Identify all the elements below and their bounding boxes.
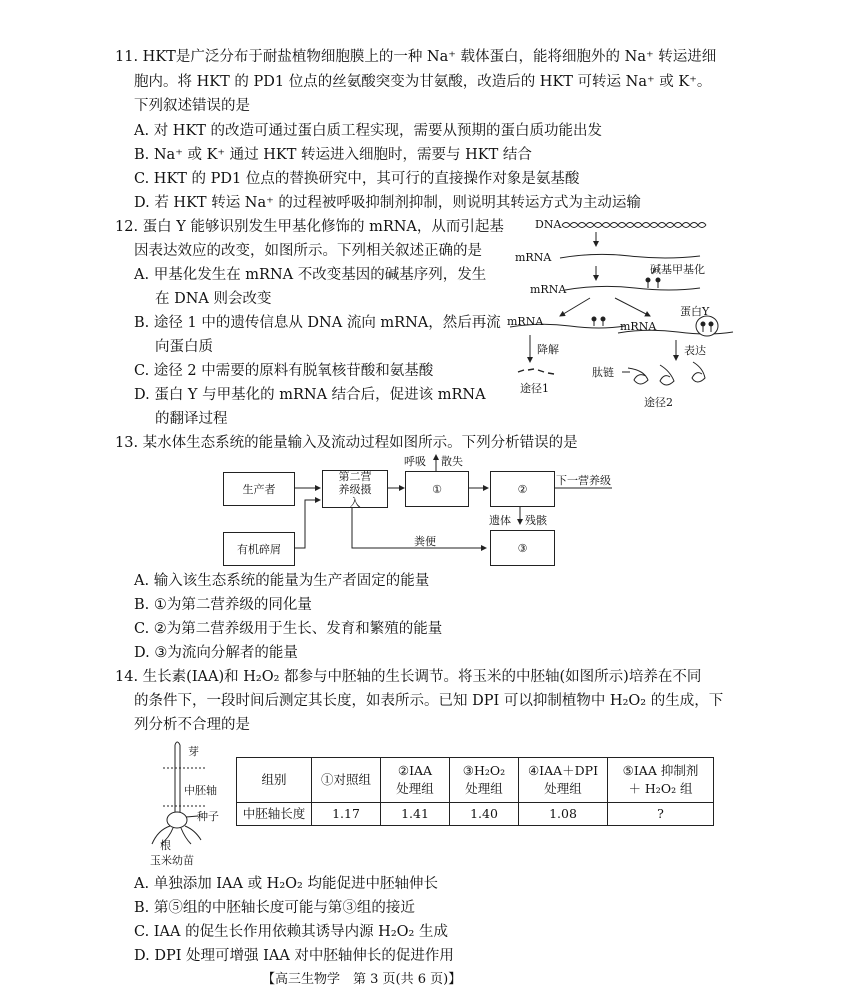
q11-option-a: A. 对 HKT 的改造可通过蛋白质工程实现，需要从预期的蛋白质功能出发 — [134, 123, 603, 139]
header-h2o2-text: ③H₂O₂ 处理组 — [462, 763, 506, 796]
q13-stem: 13. 某水体生态系统的能量输入及流动过程如图所示。下列分析错误的是 — [115, 435, 578, 451]
header-cell-inhibitor — [608, 758, 714, 803]
value-cell-4: 1.08 — [519, 803, 608, 826]
q11-stem-line-2: 胞内。将 HKT 的 PD1 位点的丝氨酸突变为甘氨酸，改造后的 HKT 可转运 Na⁺ 或 K⁺。 — [134, 74, 712, 90]
label-mrna-2: mRNA — [530, 283, 567, 296]
q14-stem-line-1: 14. 生长素(IAA)和 H₂O₂ 都参与中胚轴的生长调节。将玉米的中胚轴(如图所示)培养在不同 — [115, 669, 702, 685]
q11-option-b: B. Na⁺ 或 K⁺ 通过 HKT 转运进入细胞时，需要与 HKT 结合 — [134, 147, 532, 163]
box-1-label: ① — [432, 482, 442, 496]
label-feces: 粪便 — [414, 535, 436, 548]
label-respiration: 呼吸 — [404, 455, 426, 468]
q11-stem-line-3: 下列叙述错误的是 — [134, 98, 250, 114]
q14-option-d: D. DPI 处理可增强 IAA 对中胚轴伸长的促进作用 — [134, 948, 454, 964]
q13-option-c: C. ②为第二营养级用于生长、发育和繁殖的能量 — [134, 621, 443, 637]
q14-stem-line-2: 的条件下，一段时间后测定其长度，如表所示。已知 DPI 可以抑制植物中 H₂O₂ 的生成，下 — [134, 693, 724, 709]
q12-option-b-cont: 向蛋白质 — [155, 339, 213, 355]
header-cell-h2o2 — [450, 758, 519, 803]
q12-option-d-cont: 的翻译过程 — [155, 411, 228, 427]
label-peptide: 肽链 — [592, 366, 614, 379]
q11-option-d: D. 若 HKT 转运 Na⁺ 的过程被呼吸抑制剂抑制，则说明其转运方式为主动运输 — [134, 195, 641, 211]
box-debris-label: 有机碎屑 — [237, 542, 281, 556]
label-mrna-1: mRNA — [515, 251, 552, 264]
q14-option-b: B. 第⑤组的中胚轴长度可能与第③组的接近 — [134, 900, 415, 916]
q11-stem-line-1: 11. HKT是广泛分布于耐盐植物细胞膜上的一种 Na⁺ 载体蛋白，能将细胞外的 Na⁺ 转运进细 — [115, 49, 717, 65]
label-mrna-left: mRNA — [507, 315, 544, 328]
label-residue: 残骸 — [525, 514, 547, 527]
label-dna: DNA — [535, 218, 562, 231]
label-methylation: 碱基甲基化 — [650, 263, 705, 276]
q14-option-a: A. 单独添加 IAA 或 H₂O₂ 均能促进中胚轴伸长 — [134, 876, 438, 892]
label-next-level: 下一营养级 — [556, 474, 611, 487]
q12-option-c: C. 途径 2 中需要的原料有脱氧核苷酸和氨基酸 — [134, 363, 434, 379]
header-inhibitor-text: ⑤IAA 抑制剂＋ H₂O₂ 组 — [622, 763, 699, 796]
header-iaa-dpi-text: ④IAA＋DPI 处理组 — [527, 763, 599, 796]
table-row — [237, 803, 714, 826]
q14-stem-line-3: 列分析不合理的是 — [134, 717, 250, 733]
q11-option-c: C. HKT 的 PD1 位点的替换研究中，其可行的直接操作对象是氨基酸 — [134, 171, 580, 187]
label-mesocotyl: 中胚轴 — [184, 784, 217, 797]
value-cell-2: 1.41 — [381, 803, 450, 826]
q12-option-b: B. 途径 1 中的遗传信息从 DNA 流向 mRNA，然后再流 — [134, 315, 501, 331]
q13-option-a: A. 输入该生态系统的能量为生产者固定的能量 — [134, 573, 430, 589]
label-protein-y: 蛋白Y — [680, 305, 710, 318]
box-2-label: ② — [517, 482, 528, 496]
q12-option-d: D. 蛋白 Y 与甲基化的 mRNA 结合后，促进该 mRNA — [134, 387, 486, 403]
value-cell-5: ? — [608, 803, 714, 826]
label-mrna-right: mRNA — [620, 320, 657, 333]
label-degrade: 降解 — [537, 343, 559, 356]
header-cell-iaa — [381, 758, 450, 803]
q12-stem-line-1: 12. 蛋白 Y 能够识别发生甲基化修饰的 mRNA，从而引起基 — [115, 219, 504, 235]
label-path1: 途径1 — [520, 382, 549, 395]
label-dissipation: 散失 — [441, 455, 463, 468]
header-cell-group: 组别 — [237, 758, 312, 803]
page-footer: 【高三生物学 第 3 页(共 6 页)】 — [262, 972, 462, 987]
box-intake-label: 第二营养级摄入 — [338, 469, 372, 509]
q13-option-d: D. ③为流向分解者的能量 — [134, 645, 298, 661]
q12-option-a-cont: 在 DNA 则会改变 — [155, 291, 272, 307]
table-header-row — [237, 758, 714, 803]
box-3-label: ③ — [517, 541, 528, 555]
q14-option-c: C. IAA 的促生长作用依赖其诱导内源 H₂O₂ 生成 — [134, 924, 448, 940]
q12-option-a: A. 甲基化发生在 mRNA 不改变基因的碱基序列，发生 — [134, 267, 487, 283]
box-producer-label: 生产者 — [242, 482, 276, 496]
q13-option-b: B. ①为第二营养级的同化量 — [134, 597, 312, 613]
label-express: 表达 — [684, 344, 706, 357]
q14-results-table — [236, 757, 714, 826]
header-cell-iaa-dpi — [519, 758, 608, 803]
label-root: 根 — [160, 839, 171, 852]
header-iaa-text: ②IAA 处理组 — [396, 763, 434, 796]
q12-stem-line-2: 因表达效应的改变，如图所示。下列相关叙述正确的是 — [134, 243, 482, 259]
label-remains: 遗体 — [489, 514, 511, 527]
label-path2: 途径2 — [644, 396, 673, 409]
row-label-cell: 中胚轴长度 — [237, 803, 312, 826]
value-cell-3: 1.40 — [450, 803, 519, 826]
label-bud: 芽 — [188, 745, 199, 758]
header-cell-control: ①对照组 — [312, 758, 381, 803]
label-caption: 玉米幼苗 — [150, 854, 194, 867]
value-cell-1: 1.17 — [312, 803, 381, 826]
label-seed: 种子 — [197, 810, 219, 823]
